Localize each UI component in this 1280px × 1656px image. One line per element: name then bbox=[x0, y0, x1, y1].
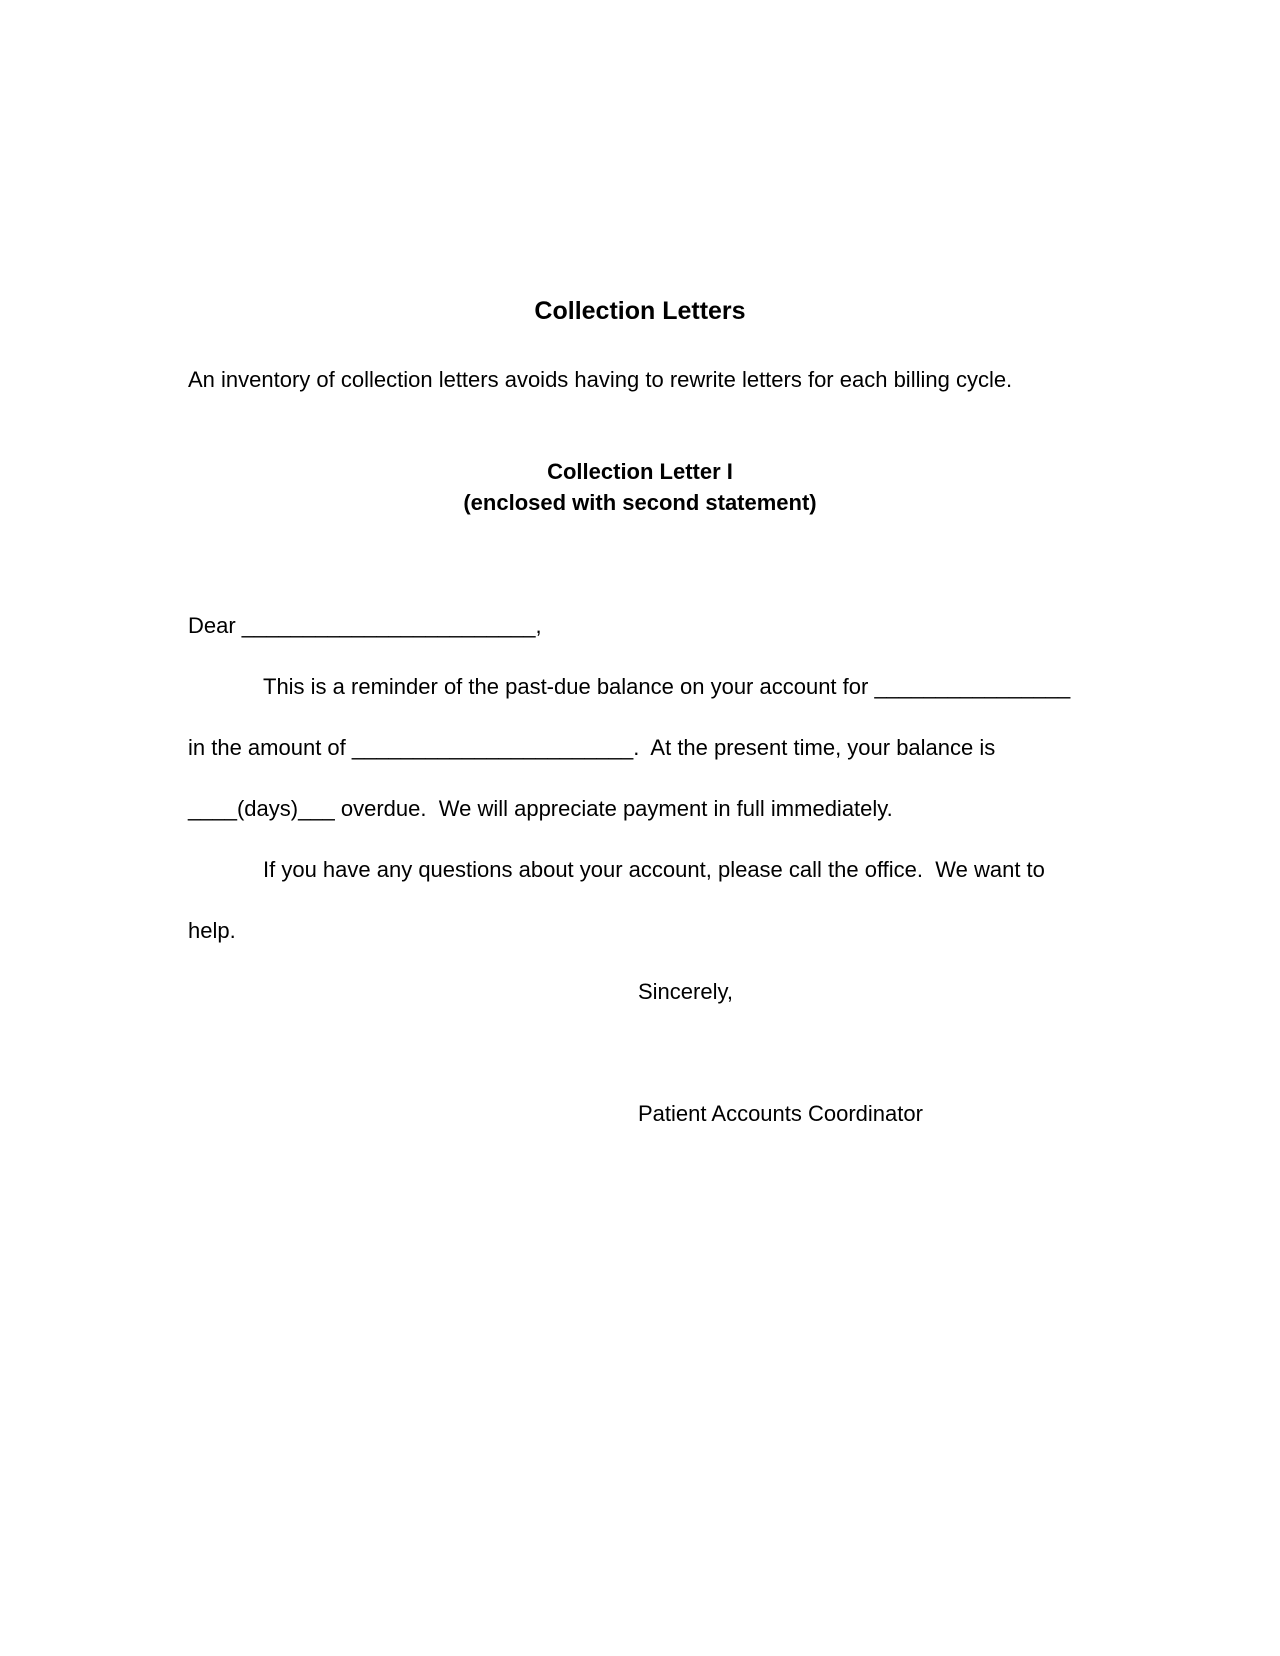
body-line: help. bbox=[188, 918, 236, 943]
body-line: in the amount of _______________________. At the present time, your balance is bbox=[188, 735, 996, 760]
page-title: Collection Letters bbox=[534, 297, 746, 325]
body-line: If you have any questions about your account, please call the office. We want to bbox=[263, 857, 1045, 882]
body-line: ____(days)___ overdue. We will appreciate payment in full immediately. bbox=[188, 796, 893, 821]
signature: Patient Accounts Coordinator bbox=[638, 1101, 923, 1126]
intro-paragraph: An inventory of collection letters avoids having to rewrite letters for each billing cycle. bbox=[188, 367, 1013, 392]
letter-heading: Collection Letter I bbox=[547, 459, 733, 484]
letter-subheading: (enclosed with second statement) bbox=[463, 490, 817, 515]
salutation: Dear ________________________, bbox=[188, 613, 542, 638]
body-line: This is a reminder of the past-due balance on your account for ________________ bbox=[263, 674, 1071, 699]
closing: Sincerely, bbox=[638, 979, 733, 1004]
